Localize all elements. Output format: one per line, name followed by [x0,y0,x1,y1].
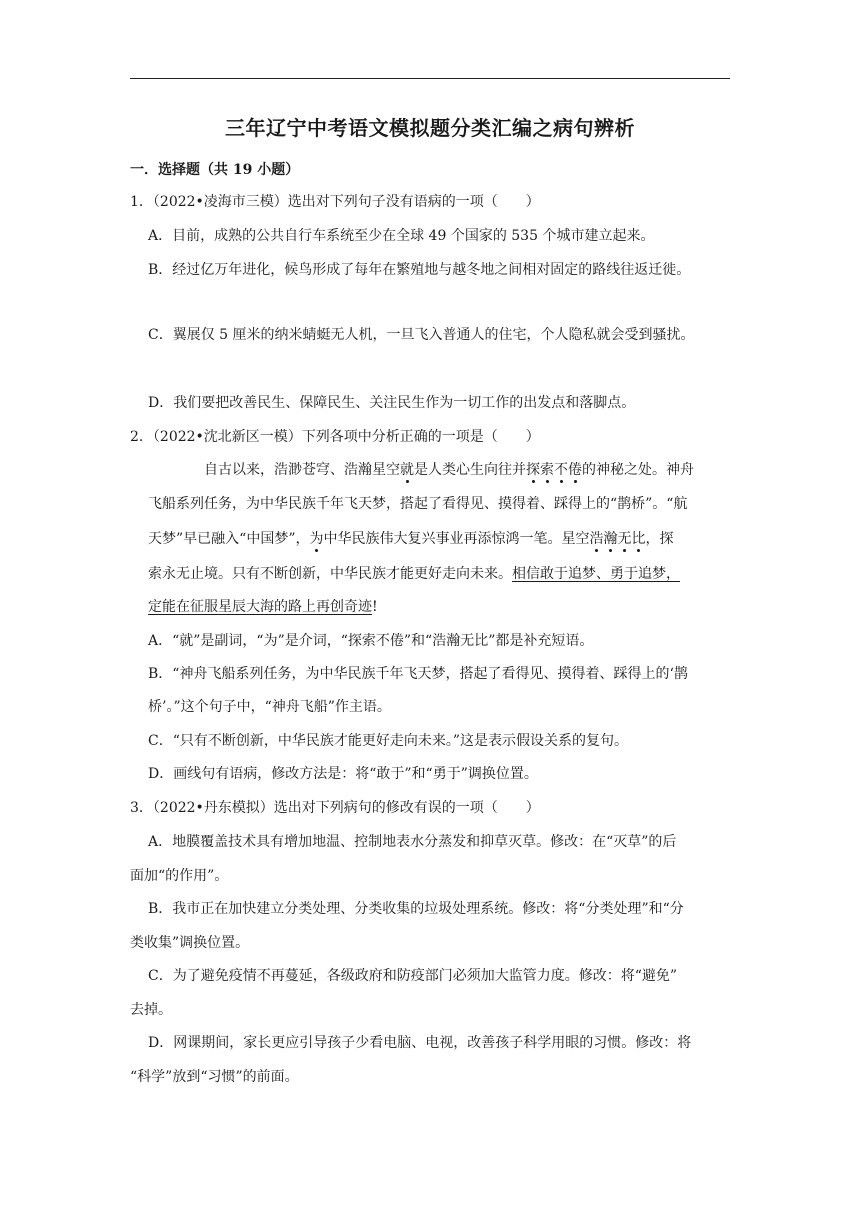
q1-option-d: D．我们要把改善民生、保障民生、关注民生作为一切工作的出发点和落脚点。 [148,395,636,411]
passage-text: ，探 [645,531,674,547]
passage-text: 的神秘之处。神舟 [582,462,694,478]
q1-option-b: B．经过亿万年进化，候鸟形成了每年在繁殖地与越冬地之间相对固定的路线往返迁徙。 [148,262,691,278]
passage-text: 索永无止境。只有不断创新，中华民族才能更好走向未来。 [148,566,512,582]
dotted-char: 无 [617,531,632,547]
underlined-sentence: 相信敢于追梦、勇于追梦， [512,566,680,582]
section-heading: 一．选择题（共 19 小题） [130,162,300,178]
q2-option-b-line-1: B．“神舟飞船系列任务，为中华民族千年飞天梦，搭起了看得见、摸得着、踩得上的‘鹊 [148,666,688,682]
dotted-char: 倦 [568,462,582,478]
dotted-phrase-tansuobujuan [526,462,582,478]
q3-option-d-line-2: “科学”放到“习惯”的前面。 [130,1069,299,1085]
q2-option-b-line-2: 桥’。”这个句子中，“神舟飞船”作主语。 [148,699,391,715]
dotted-phrase-haohanwubi [589,531,645,547]
q2-passage-line-3 [148,529,673,549]
q1-option-a: A．目前，成熟的公共自行车系统至少在全球 49 个国家的 535 个城市建立起来。 [148,228,655,244]
dotted-word-jiu: 就 [400,462,414,478]
underlined-sentence: 定能在征服星辰大海的路上再创奇迹 [148,599,372,615]
passage-text: 是人类心生向往并 [414,462,526,478]
header-rule [130,78,730,79]
q2-stem: 2．（2022•沈北新区一模）下列各项中分析正确的一项是（ ） [130,429,540,445]
q3-stem: 3．（2022•丹东模拟）选出对下列病句的修改有误的一项（ ） [130,800,540,816]
dotted-char: 浩 [589,531,604,547]
q2-passage-line-5 [148,597,378,617]
q3-option-a-line-1: A．地膜覆盖技术具有增加地温、控制地表水分蒸发和抑草灭草。修改：在“灭草”的后 [148,834,677,850]
q2-passage-line-4 [148,564,680,584]
page-title: 三年辽宁中考语文模拟题分类汇编之病句辨析 [225,116,635,140]
q3-option-b-line-2: 类收集”调换位置。 [130,935,250,951]
q2-option-a: A．“就”是副词，“为”是介词，“探索不倦”和“浩瀚无比”都是补充短语。 [148,633,594,649]
dotted-char: 索 [540,462,554,478]
dotted-char: 比 [631,531,646,547]
q1-option-c: C．翼展仅 5 厘米的纳米蜻蜓无人机，一旦飞入普通人的住宅，个人隐私就会受到骚扰。 [148,327,695,343]
q3-option-a-line-2: 面加“的作用”。 [130,868,229,884]
q1-stem: 1．（2022•凌海市三模）选出对下列句子没有语病的一项（ ） [130,194,540,210]
dotted-word-wei: 为 [309,531,324,547]
q2-option-c: C．“只有不断创新，中华民族才能更好走向未来。”这是表示假设关系的复句。 [148,733,629,749]
q3-option-c-line-2: 去掉。 [130,1002,172,1018]
dotted-char: 探 [526,462,540,478]
q3-option-c-line-1: C．为了避免疫情不再蔓延，各级政府和防疫部门必须加大监管力度。修改：将“避免” [148,968,678,984]
q2-passage-line-1 [204,460,694,480]
passage-text: 中华民族伟大复兴事业再添惊鸿一笔。星空 [323,531,590,547]
q3-option-d-line-1: D．网课期间，家长更应引导孩子少看电脑、电视，改善孩子科学用眼的习惯。修改：将 [148,1035,692,1051]
passage-text: 天梦”早已融入“中国梦”， [148,531,310,547]
dotted-char: 不 [554,462,568,478]
passage-text: 自古以来，浩渺苍穹、浩瀚星空 [204,462,400,478]
dotted-char: 瀚 [603,531,618,547]
q3-option-b-line-1: B．我市正在加快建立分类处理、分类收集的垃圾处理系统。修改：将“分类处理”和“分 [148,901,684,917]
passage-text: ! [372,599,378,615]
q2-option-d: D．画线句有语病，修改方法是：将“敢于”和“勇于”调换位置。 [148,766,538,782]
q2-passage-line-2: 飞船系列任务，为中华民族千年飞天梦，搭起了看得见、摸得着、踩得上的“鹊桥”。“航 [148,496,688,512]
